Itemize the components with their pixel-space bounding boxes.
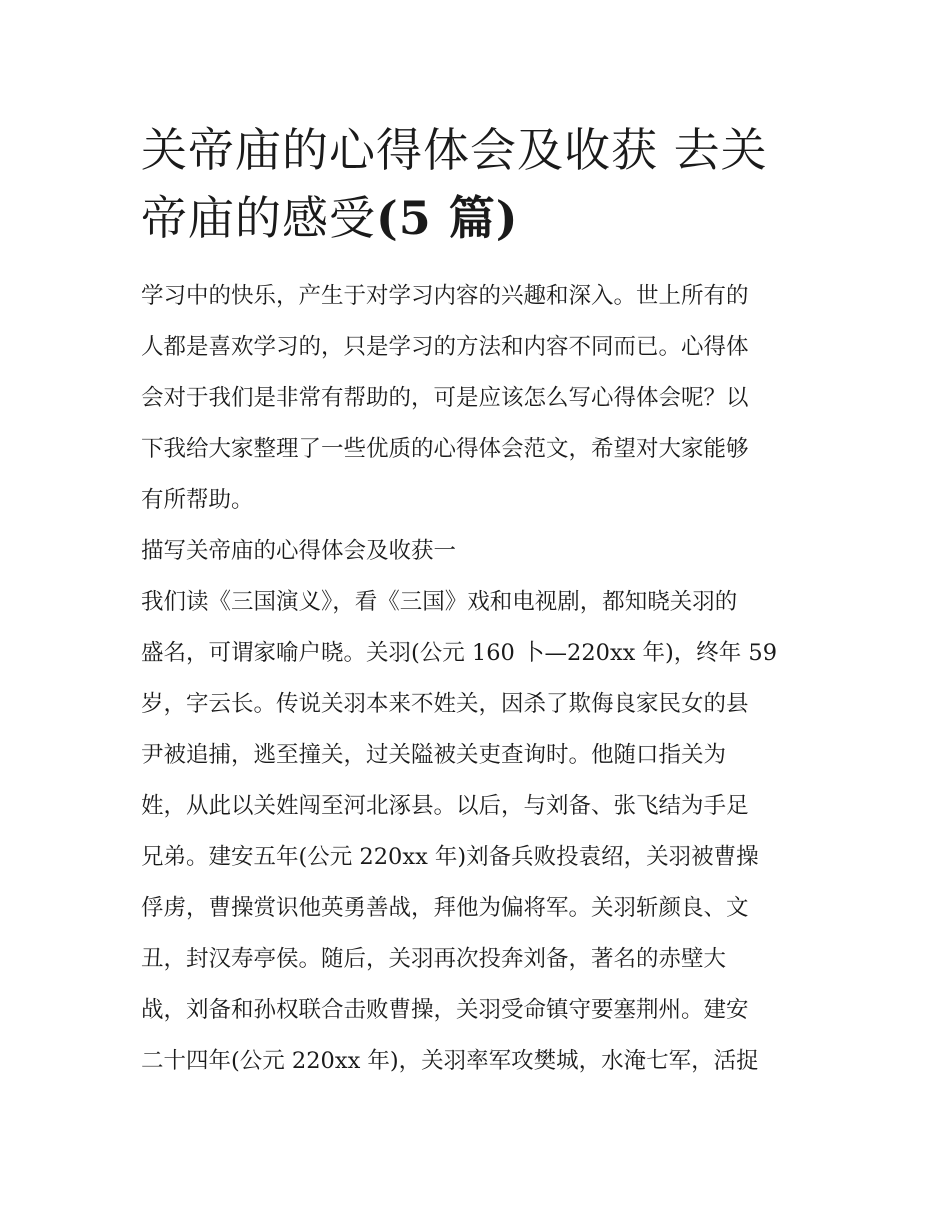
intro-line: 下我给大家整理了一些优质的心得体会范文，希望对大家能够	[141, 436, 749, 462]
body-line: 兄弟。建安五年(公元 220xx 年)刘备兵败投袁绍，关羽被曹操	[141, 844, 759, 870]
title-line-2	[141, 184, 813, 252]
body-line: 姓，从此以关姓闯至河北涿县。以后，与刘备、张飞结为手足	[141, 793, 749, 819]
body-paragraph	[141, 577, 813, 1087]
intro-line: 有所帮助。	[141, 487, 254, 513]
body-line: 二十四年(公元 220xx 年)，关羽率军攻樊城，水淹七军，活捉	[141, 1048, 759, 1074]
intro-line: 会对于我们是非常有帮助的，可是应该怎么写心得体会呢？以	[141, 385, 749, 411]
body-line: 俘虏，曹操赏识他英勇善战，拜他为偏将军。关羽斩颜良、文	[141, 895, 749, 921]
intro-line: 学习中的快乐，产生于对学习内容的兴趣和深入。世上所有的	[141, 283, 749, 309]
title-line-2-count: (5 篇)	[376, 191, 519, 245]
title-line-1: 关帝庙的心得体会及收获 去关	[141, 123, 768, 177]
body-line: 岁，字云长。传说关羽本来不姓关，因杀了欺侮良家民女的县	[141, 691, 749, 717]
intro-paragraph	[141, 271, 813, 526]
title-line-2-prefix: 帝庙的感受	[141, 191, 376, 245]
document-title	[141, 116, 813, 252]
body-line: 丑，封汉寿亭侯。随后，关羽再次投奔刘备，著名的赤壁大	[141, 946, 727, 972]
section-heading: 描写关帝庙的心得体会及收获一	[141, 538, 457, 564]
document-content	[141, 116, 813, 1087]
body-line: 盛名，可谓家喻户晓。关羽(公元 160 卜—220xx 年)，终年 59	[141, 640, 778, 666]
body-line: 我们读《三国演义》，看《三国》戏和电视剧，都知晓关羽的	[141, 589, 738, 615]
body-line: 战，刘备和孙权联合击败曹操，关羽受命镇守要塞荆州。建安	[141, 997, 749, 1023]
body-line: 尹被追捕，逃至撞关，过关隘被关吏查询时。他随口指关为	[141, 742, 727, 768]
intro-line: 人都是喜欢学习的，只是学习的方法和内容不同而已。心得体	[141, 334, 749, 360]
